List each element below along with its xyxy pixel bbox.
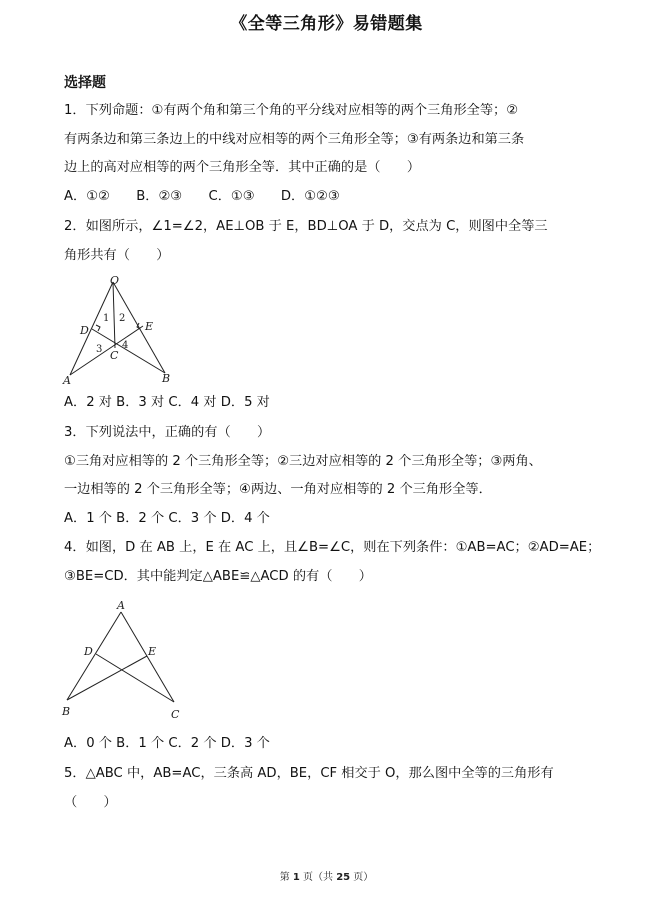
question-5-line: 5．△ABC 中，AB=AC，三条高 AD，BE，CF 相交于 O，那么图中全等的三角形有 — [64, 766, 554, 781]
question-2-line: 2．如图所示，∠1=∠2，AE⊥OB 于 E，BD⊥OA 于 D，交点为 C，则图中全等三 — [64, 219, 548, 234]
question-2 — [64, 213, 594, 270]
question-2-options: A．2 对 B．3 对 C．4 对 D．5 对 — [64, 395, 270, 410]
label-c: C — [110, 349, 119, 362]
question-5-line: （ ） — [64, 794, 117, 810]
question-1-line: 边上的高对应相等的两个三角形全等．其中正确的是（ ） — [64, 160, 421, 175]
question-3-line: 一边相等的 2 个三角形全等；④两边、一角对应相等的 2 个三角形全等． — [64, 482, 492, 497]
section-heading: 选择题 — [64, 75, 106, 91]
line-oc — [113, 282, 115, 348]
angle-label-4: 4 — [122, 340, 129, 351]
question-4-line: 4．如图，D 在 AB 上，E 在 AC 上，且∠B=∠C，则在下列条件：①AB=AC；②AD=AE； — [64, 540, 601, 555]
question-4-line: ③BE=CD．其中能判定△ABE≌△ACD 的有（ ） — [64, 568, 372, 584]
figure-q2 — [58, 272, 188, 390]
footer-mid: 页（共 — [299, 872, 337, 883]
question-1-line: 1．下列命题：①有两个角和第三个角的平分线对应相等的两个三角形全等；② — [64, 103, 519, 118]
label-b: B — [62, 705, 71, 718]
question-4 — [64, 534, 601, 591]
line-ob — [113, 282, 165, 373]
question-1-line: 有两条边和第三条边上的中线对应相等的两个三角形全等；③有两条边和第三条 — [64, 131, 525, 147]
figure-q4 — [58, 596, 188, 726]
footer-page-number: 1 — [292, 872, 300, 883]
angle-label-3: 3 — [96, 344, 103, 355]
footer-total-pages: 25 — [336, 872, 351, 883]
question-4-options: A．0 个 B．1 个 C．2 个 D．3 个 — [64, 736, 270, 751]
footer-prefix: 第 — [279, 872, 293, 883]
page-footer — [0, 868, 653, 883]
question-1 — [64, 97, 594, 183]
label-d: D — [80, 324, 89, 337]
question-3-line: ①三角对应相等的 2 个三角形全等；②三边对应相等的 2 个三角形全等；③两角、 — [64, 453, 542, 469]
angle-label-1: 1 — [103, 313, 110, 324]
label-e: E — [148, 645, 157, 658]
question-2-line: 角形共有（ ） — [64, 247, 170, 263]
line-ab — [67, 612, 121, 700]
label-a: A — [63, 374, 71, 387]
question-1-options: A．①② B．②③ C．①③ D．①②③ — [64, 189, 340, 204]
label-c: C — [171, 708, 180, 721]
label-o: O — [110, 274, 120, 287]
page-title: 《全等三角形》易错题集 — [230, 14, 423, 34]
question-3-options: A．1 个 B．2 个 C．3 个 D．4 个 — [64, 511, 270, 526]
question-3 — [64, 419, 594, 505]
label-e: E — [145, 320, 154, 333]
label-a: A — [117, 599, 125, 612]
label-d: D — [84, 645, 93, 658]
question-3-line: 3．下列说法中，正确的有（ ） — [64, 425, 271, 440]
angle-label-2: 2 — [119, 313, 126, 324]
label-b: B — [162, 372, 171, 385]
footer-suffix: 页） — [350, 872, 374, 883]
right-angle-d — [96, 325, 100, 331]
question-5 — [64, 760, 594, 817]
